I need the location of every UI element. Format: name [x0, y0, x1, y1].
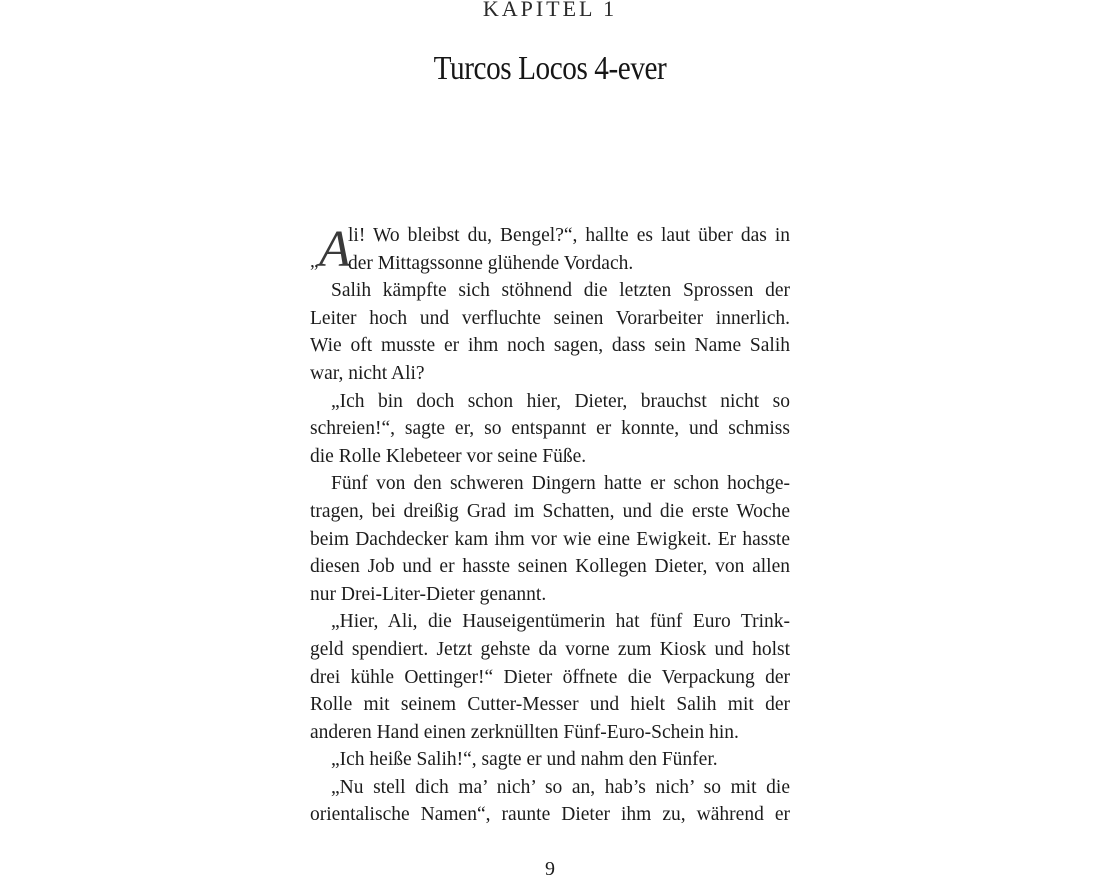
chapter-label: KAPITEL 1 — [482, 0, 618, 21]
chapter-title: Turcos Locos 4-ever — [433, 50, 667, 87]
page-number: 9 — [545, 858, 555, 880]
text-line: „Nu stell dich ma’ nich’ so an, hab’s nich’ so mit die — [331, 776, 790, 798]
body-text — [310, 222, 790, 829]
text-line: tragen, bei dreißig Grad im Schatten, und die erste Woche — [310, 500, 790, 522]
text-line: Leiter hoch und verfluchte seinen Vorarbeiter innerlich. — [310, 307, 790, 329]
text-line: Wie oft musste er ihm noch sagen, dass sein Name Salih — [310, 335, 790, 357]
text-line: nur Drei-Liter-Dieter genannt. — [310, 583, 547, 605]
drop-cap-letter: A — [319, 221, 351, 278]
text-line: drei kühle Oettinger!“ Dieter öffnete die Verpackung der — [310, 666, 790, 688]
drop-cap-quote: „ — [310, 251, 319, 272]
text-line: diesen Job und er hasste seinen Kollegen Dieter, von allen — [310, 556, 790, 578]
text-line: der Mittagssonne glühende Vordach. — [348, 252, 634, 274]
text-line: geld spendiert. Jetzt gehste da vorne zum Kiosk und holst — [310, 638, 790, 660]
text-line: Rolle mit seinem Cutter-Messer und hielt Salih mit der — [310, 694, 790, 716]
text-line: Salih kämpfte sich stöhnend die letzten Sprossen der — [331, 280, 790, 302]
text-line: war, nicht Ali? — [310, 362, 425, 384]
text-line: Fünf von den schweren Dingern hatte er schon hochge- — [331, 473, 790, 495]
text-line: die Rolle Klebeteer vor seine Füße. — [310, 445, 587, 467]
text-line: beim Dachdecker kam ihm vor wie eine Ewigkeit. Er hasste — [310, 528, 790, 550]
text-line: „Ich bin doch schon hier, Dieter, brauchst nicht so — [331, 390, 790, 412]
text-line: orientalische Namen“, raunte Dieter ihm zu, während er — [310, 804, 790, 826]
text-line: „Ich heiße Salih!“, sagte er und nahm den Fünfer. — [331, 749, 718, 771]
text-line: schreien!“, sagte er, so entspannt er konnte, und schmiss — [310, 418, 790, 440]
text-line: „Hier, Ali, die Hauseigentümerin hat fünf Euro Trink- — [331, 611, 790, 633]
line-text: li! Wo bleibst du, Bengel?“, hallte es laut über das in — [348, 225, 790, 246]
text-line: anderen Hand einen zerknüllten Fünf-Euro-Schein hin. — [310, 721, 739, 743]
